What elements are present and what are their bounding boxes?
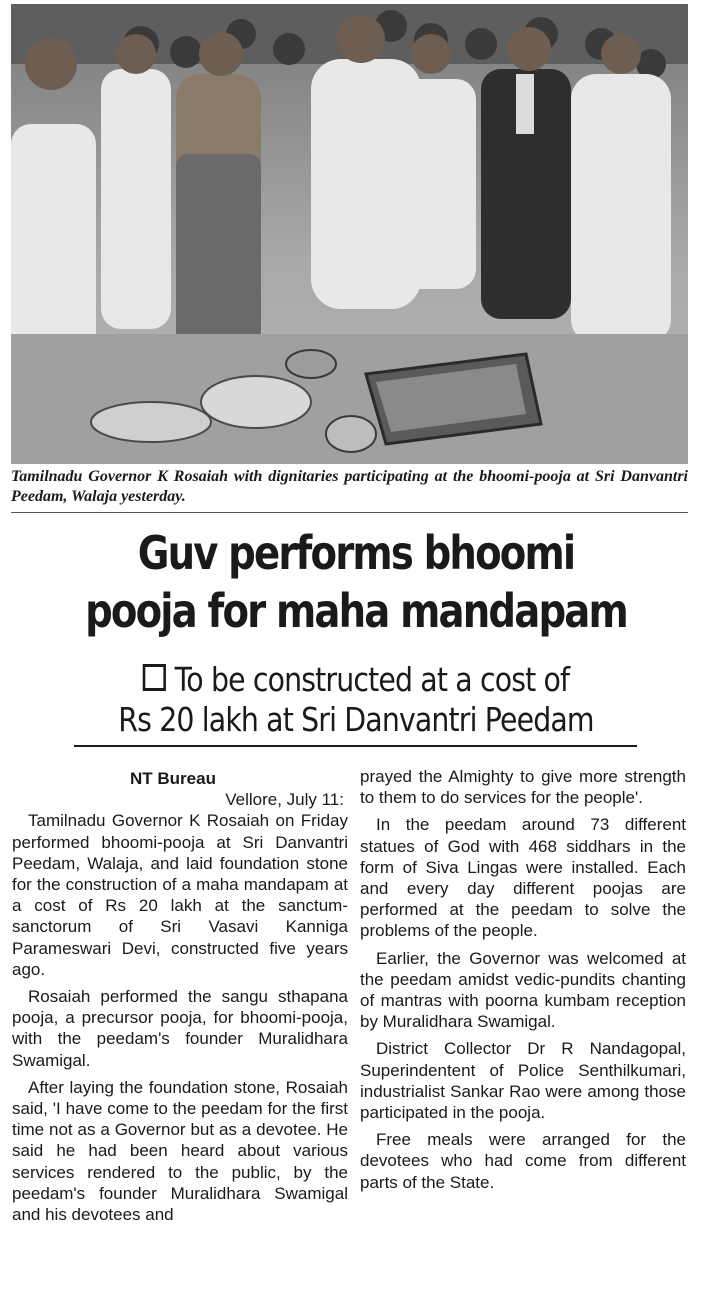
photo-caption-text: Tamilnadu Governor K Rosaiah with dignitaries participating at the bhoomi-pooja at Sri Danvantri Peedam, Walaja yesterday.: [11, 468, 688, 505]
article-paragraph: Free meals were arranged for the devotees who had come from different parts of the State.: [360, 1130, 686, 1192]
headline-line-1: Guv performs bhoomi: [137, 526, 575, 580]
subheadline-divider: [74, 745, 637, 747]
caption-divider: [11, 512, 688, 513]
article-paragraph: Tamilnadu Governor K Rosaiah on Friday performed bhoomi-pooja at Sri Danvantri Peedam, Walaja, and laid foundation stone for the construction of a maha mandapam at a cost of Rs 20 lakh at the sanctum-sanctorum of Sri Vasavi Kanniga Parameswari Devi, constructed five years ago.: [12, 811, 348, 979]
byline: NT Bureau: [130, 769, 216, 788]
photo-caption: [11, 467, 688, 507]
dateline: Vellore, July 11:: [225, 790, 344, 810]
article-column-right: [360, 766, 686, 1199]
checkbox-bullet-icon: [143, 664, 166, 691]
subheadline: [67, 660, 645, 740]
article-paragraph: prayed the Almighty to give more strength to them to do services for the people'.: [360, 767, 686, 808]
subheadline-line-1: To be constructed at a cost of: [174, 660, 570, 699]
article-paragraph: Earlier, the Governor was welcomed at the peedam amidst vedic-pundits chanting of mantras with poorna kumbam reception by Muralidhara Swamigal.: [360, 948, 686, 1032]
news-photo-illustration: [11, 4, 688, 464]
headline-line-2: pooja for maha mandapam: [85, 584, 627, 638]
headline: [64, 524, 649, 640]
article-paragraph: District Collector Dr R Nandagopal, Superindentent of Police Senthilkumari, industrialist Sankar Rao were among those participated in the pooja.: [360, 1039, 686, 1123]
article-paragraph: In the peedam around 73 different statues of God with 468 siddhars in the form of Siva Lingas were installed. Each and every day different poojas are performed at the peedam to solve the problems of the people.: [360, 815, 686, 941]
news-photo: [11, 4, 688, 464]
article-paragraph: Rosaiah performed the sangu sthapana pooja, a precursor pooja, for bhoomi-pooja, with the peedam's founder Muralidhara Swamigal.: [12, 987, 348, 1070]
article-paragraph: After laying the foundation stone, Rosaiah said, 'I have come to the peedam for the first time not as a Governor but as a devotee. He said he had been heard about various services rendered to the public, by the peedam's founder Muralidhara Swamigal and his devotees and: [12, 1077, 348, 1225]
subheadline-line-2: Rs 20 lakh at Sri Danvantri Peedam: [118, 700, 594, 739]
article-column-left: [12, 766, 348, 1231]
